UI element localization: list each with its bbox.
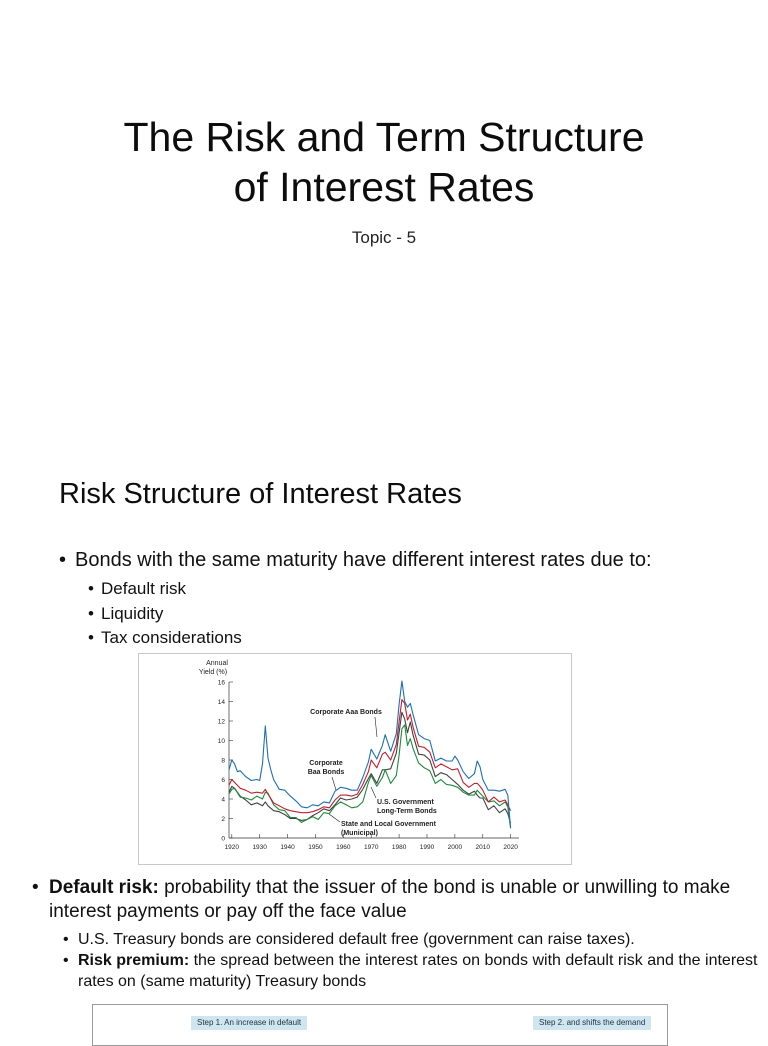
figure-step1-label: Step 1. An increase in default: [191, 1016, 307, 1030]
x-tick-label: 1920: [224, 844, 240, 851]
leader-aaa: [375, 717, 377, 737]
default-risk-bullet: [32, 876, 759, 924]
y-tick-label: 8: [221, 757, 225, 765]
series-line-0: [229, 681, 511, 828]
risk-premium-bullet: [63, 950, 768, 992]
slide1-title: [0, 112, 768, 212]
slide1-subtitle: Topic - 5: [351, 228, 417, 247]
leader-muni: [329, 814, 340, 822]
label-baa-line2: Baa Bonds: [307, 769, 345, 776]
sub-bullet-tax: • Tax considerations: [88, 626, 242, 651]
y-tick-label: 10: [217, 738, 225, 745]
label-aaa: Corporate Aaa Bonds: [310, 709, 382, 716]
x-tick-label: 1940: [280, 844, 295, 851]
x-tick-label: 2020: [503, 844, 518, 851]
risk-premium-definition: the spread between the interest rates on bonds with default risk and the interest rates on (same maturity) Treasury bonds: [78, 952, 758, 990]
y-tick-label: 14: [217, 699, 225, 706]
slide1-title-line1: The Risk and Term Structure: [123, 114, 645, 160]
figure-step2-label: Step 2. and shifts the demand: [533, 1016, 651, 1030]
x-tick-label: 1980: [391, 844, 407, 851]
chart-ylabel-line1: Annual: [206, 660, 228, 667]
x-tick-label: 1990: [419, 844, 435, 851]
treasury-bullet: • U.S. Treasury bonds are considered default free (government can raise taxes).: [63, 929, 768, 950]
risk-premium-term: Risk premium:: [78, 952, 190, 969]
slide1-title-line2: of Interest Rates: [233, 164, 535, 210]
x-tick-label: 1970: [363, 844, 379, 851]
label-gov-line2: Long-Term Bonds: [377, 808, 437, 815]
label-muni-line2: (Municipal): [341, 830, 378, 837]
default-risk-term: Default risk:: [49, 877, 159, 898]
y-tick-label: 0: [221, 835, 225, 843]
sub-bullet-default-risk: • Default risk: [88, 577, 242, 602]
bullet-list: [59, 549, 652, 572]
x-tick-label: 1960: [336, 844, 351, 851]
sub-bullet-list: [88, 577, 242, 651]
default-risk-definition: probability that the issuer of the bond is unable or unwilling to make interest payments or pay off the face value: [49, 877, 731, 922]
x-tick-label: 2000: [447, 844, 463, 851]
bond-yield-chart: [138, 653, 572, 865]
chart-ylabel-line2: Yield (%): [198, 669, 228, 676]
demand-shift-figure: [92, 1004, 668, 1046]
default-risk-sub-list: [63, 929, 768, 992]
y-tick-label: 6: [221, 777, 225, 784]
label-gov-line1: U.S. Government: [377, 799, 434, 806]
y-tick-label: 12: [217, 718, 225, 726]
y-tick-label: 4: [221, 796, 225, 804]
slide2-title: Risk Structure of Interest Rates: [59, 478, 462, 510]
x-tick-label: 1930: [252, 844, 267, 851]
default-risk-list: [32, 876, 759, 924]
bullet-item: • Bonds with the same maturity have different interest rates due to:: [59, 549, 652, 572]
sub-bullet-liquidity: • Liquidity: [88, 602, 242, 627]
leader-gov: [371, 787, 376, 798]
label-baa-line1: Corporate: [309, 760, 343, 767]
leader-baa: [332, 777, 336, 790]
y-tick-label: 2: [221, 816, 225, 823]
y-tick-label: 16: [217, 679, 225, 687]
label-muni-line1: State and Local Government: [341, 821, 436, 828]
chart-svg: [139, 654, 571, 864]
x-tick-label: 2010: [475, 844, 490, 851]
x-tick-label: 1950: [308, 844, 323, 851]
